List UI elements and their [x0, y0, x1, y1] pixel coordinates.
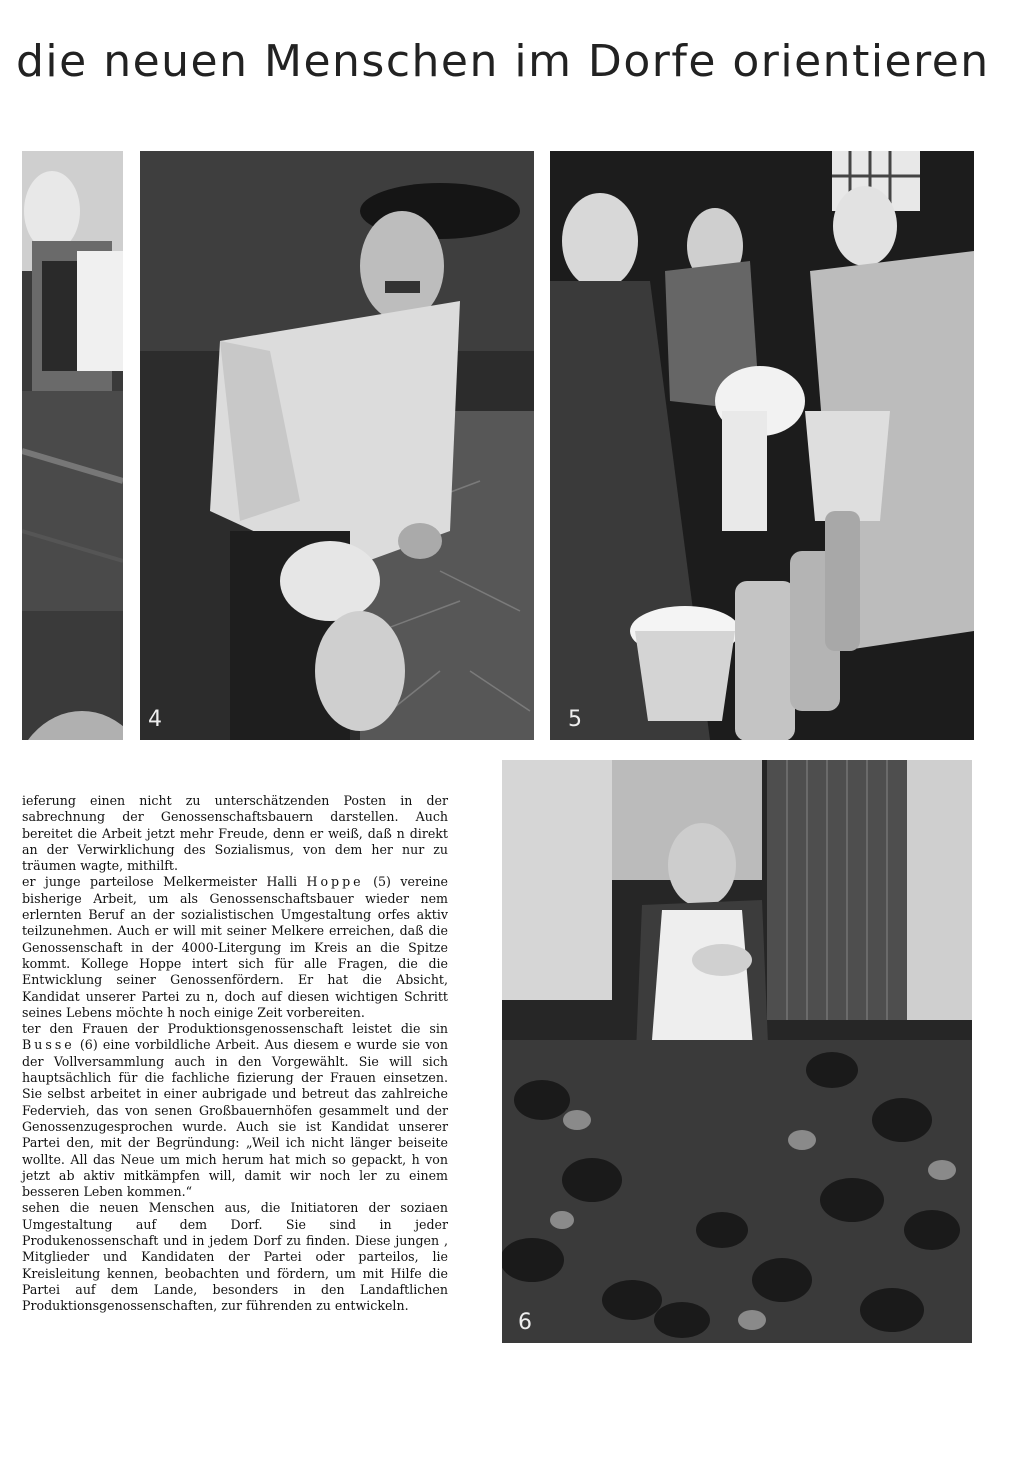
photo-6-image [502, 760, 972, 1343]
photo-left-cropped [22, 151, 123, 740]
article-body [22, 793, 448, 1315]
photo-6-number: 6 [518, 1310, 532, 1335]
paragraph-4: sehen die neuen Menschen aus, die Initiatoren der soziaen Umgestaltung auf dem Dorf. Sie sind in jeder Produkenossenschaft und in jedem Dorf zu finden. Diese jungen , Mitglieder und Kandidaten der Partei oder parteilos, lie Kreisleitung kennen, beobachten und fördern, um mit Hilfe die Partei auf dem Lande, besonders in den Landaftlichen Produktionsgenossenschaften, zur führenden zu entwickeln. [22, 1200, 448, 1314]
paragraph-2: er junge parteilose Melkermeister Halli Hoppe (5) vereine bisherige Arbeit, um als Genossenschaftsbauer wieder nem erlernten Beruf an der sozialistischen Umgestaltung orfes aktiv teilzunehmen. Auch er will mit seiner Melkere erreichen, daß die Genossenschaft in der 4000-Litergung im Kreis an die Spitze kommt. Kollege Hoppe intert sich für alle Fragen, die die Entwicklung seiner Genossenfördern. Er hat die Absicht, Kandidat unserer Partei zu n, doch auf diesen wichtigen Schritt seines Lebens möchte h noch einige Zeit vorbereiten. [22, 874, 449, 1020]
paragraph-3: ter den Frauen der Produktionsgenossenschaft leistet die sin Busse (6) eine vorbildliche Arbeit. Aus diesem e wurde sie von der Vollversammlung auch in den Vorgewählt. Sie will sich hauptsächlich für die fachliche fizierung der Frauen einsetzen. Sie selbst arbeitet in einer aubrigade und betreut das zahlreiche Federvieh, das von senen Großbauernhöfen gesammelt und der Genossenzugesprochen wurde. Auch sie ist Kandidat unserer Partei den, mit der Begründung: „Weil ich nicht länger beiseite wollte. All das Neue um mich herum hat mich so gepackt, h von jetzt ab aktiv mitkämpfen will, damit wir noch ler zu einem besseren Leben kommen.“ [22, 1021, 448, 1200]
page-headline: die neuen Menschen im Dorfe orientieren [16, 36, 990, 87]
photo-6-woman-chickens [502, 760, 972, 1343]
name-hoppe: Hoppe [306, 874, 364, 890]
photo-5-number: 5 [568, 707, 582, 732]
photo-4-image [140, 151, 534, 740]
photo-5-image [550, 151, 974, 740]
photo-4-farmer-piglet [140, 151, 534, 740]
paragraph-1: ieferung einen nicht zu unterschätzenden Posten in der sabrechnung der Genossenschaftsbauern darstellen. Auch bereitet die Arbeit jetzt mehr Freude, denn er weiß, daß n direkt an der Verwirklichung des Sozialismus, von dem her nur zu träumen wagte, mithilft. [22, 793, 448, 874]
photo-5-milk-team [550, 151, 974, 740]
photo-4-number: 4 [148, 707, 162, 732]
photo-left-image [22, 151, 123, 740]
name-busse: Busse [22, 1037, 75, 1053]
